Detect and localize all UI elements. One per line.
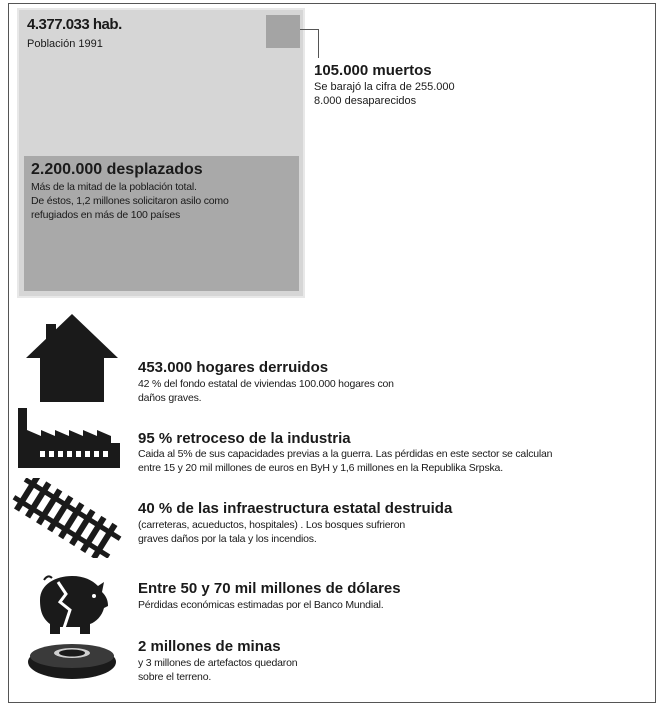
displaced-title: 2.200.000 desplazados xyxy=(31,161,203,178)
population-value: 4.377.033 hab. xyxy=(27,16,122,33)
infrastructure-line-2: graves daños por la tala y los incendios. xyxy=(138,533,317,545)
mines-title: 2 millones de minas xyxy=(138,638,281,655)
industry-line-2: entre 15 y 20 mil millones de euros en ByH y 1,6 millones en la Republika Srpska. xyxy=(138,462,503,474)
landmine-icon xyxy=(24,638,120,682)
losses-title: Entre 50 y 70 mil millones de dólares xyxy=(138,580,401,597)
deaths-square xyxy=(266,15,300,48)
mines-line-1: y 3 millones de artefactos quedaron xyxy=(138,657,298,669)
displaced-line-1: Más de la mitad de la población total. xyxy=(31,181,197,193)
population-label: Población 1991 xyxy=(27,38,103,50)
house-icon xyxy=(24,312,120,404)
displaced-line-2: De éstos, 1,2 millones solicitaron asilo como xyxy=(31,195,229,207)
deaths-line-1: Se barajó la cifra de 255.000 xyxy=(314,81,455,93)
deaths-title: 105.000 muertos xyxy=(314,62,432,79)
factory-icon xyxy=(16,406,122,470)
infrastructure-title: 40 % de las infraestructura estatal destruida xyxy=(138,500,453,517)
houses-title: 453.000 hogares derruidos xyxy=(138,359,329,376)
mines-line-2: sobre el terreno. xyxy=(138,671,212,683)
displaced-line-3: refugiados en más de 100 países xyxy=(31,209,181,221)
houses-line-1: 42 % del fondo estatal de viviendas 100.000 hogares con xyxy=(138,378,394,390)
railway-icon xyxy=(12,478,122,558)
deaths-leader-line xyxy=(300,29,319,58)
broken-piggy-bank-icon xyxy=(30,570,110,636)
losses-line-1: Pérdidas económicas estimadas por el Banco Mundial. xyxy=(138,599,384,611)
houses-line-2: daños graves. xyxy=(138,392,202,404)
deaths-line-2: 8.000 desaparecidos xyxy=(314,95,417,107)
infrastructure-line-1: (carreteras, acueductos, hospitales) . Los bosques sufrieron xyxy=(138,519,405,531)
industry-line-1: Caida al 5% de sus capacidades previas a la guerra. Las pérdidas en este sector se calculan xyxy=(138,448,553,460)
industry-title: 95 % retroceso de la industria xyxy=(138,430,351,447)
